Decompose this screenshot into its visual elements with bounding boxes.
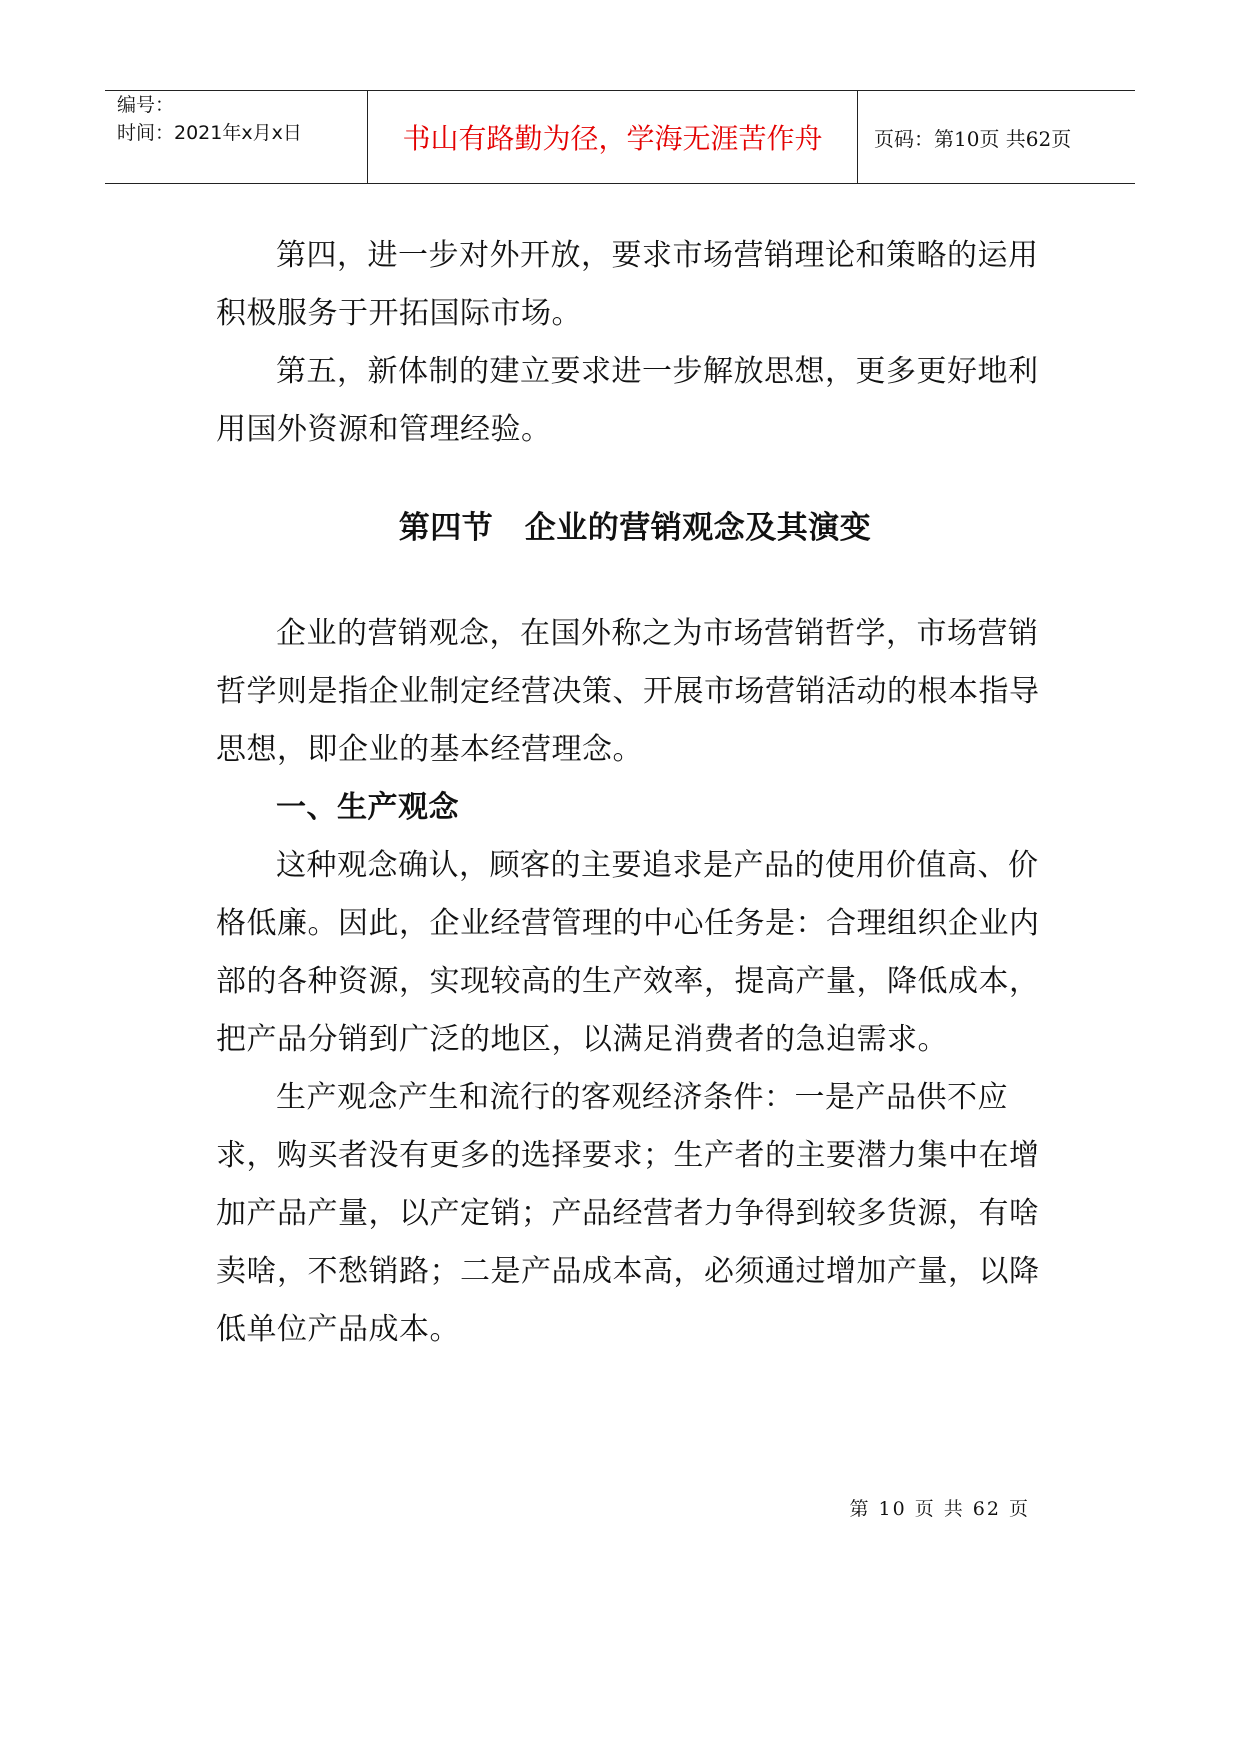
intro-paragraph: 企业的营销观念，在国外称之为市场营销哲学，市场营销哲学则是指企业制定经营决策、开展市场营销活动的根本指导思想，即企业的基本经营理念。	[216, 616, 1040, 767]
paragraph: 第五，新体制的建立要求进一步解放思想，更多更好地利用国外资源和管理经验。	[216, 354, 1039, 447]
header-meta	[105, 91, 368, 183]
header-page-info: 页码：第10页 共62页	[874, 126, 1072, 151]
paragraph: 第四，进一步对外开放，要求市场营销理论和策略的运用积极服务于开拓国际市场。	[216, 238, 1039, 331]
page-footer: 第 10 页 共 62 页	[849, 1498, 1030, 1520]
page-header	[105, 90, 1135, 184]
paragraph: 这种观念确认，顾客的主要追求是产品的使用价值高、价格低廉。因此，企业经营管理的中心任务是：合理组织企业内部的各种资源，实现较高的生产效率，提高产量，降低成本，把产品分销到广泛的地区，以满足消费者的急迫需求。	[216, 848, 1040, 1057]
document-number-label: 编号：	[117, 94, 175, 116]
header-motto: 书山有路勤为径，学海无涯苦作舟	[368, 91, 858, 183]
paragraph: 生产观念产生和流行的客观经济条件：一是产品供不应求，购买者没有更多的选择要求；生产者的主要潜力集中在增加产品产量，以产定销；产品经营者力争得到较多货源，有啥卖啥，不愁销路；二是产品成本高，必须通过增加产量，以降低单位产品成本。	[216, 1080, 1040, 1347]
sub-heading: 一、生产观念	[276, 790, 459, 825]
section-title: 第四节 企业的营销观念及其演变	[398, 510, 872, 546]
document-time-label: 时间：2021年x月x日	[117, 122, 302, 144]
document-body	[216, 227, 1054, 1359]
